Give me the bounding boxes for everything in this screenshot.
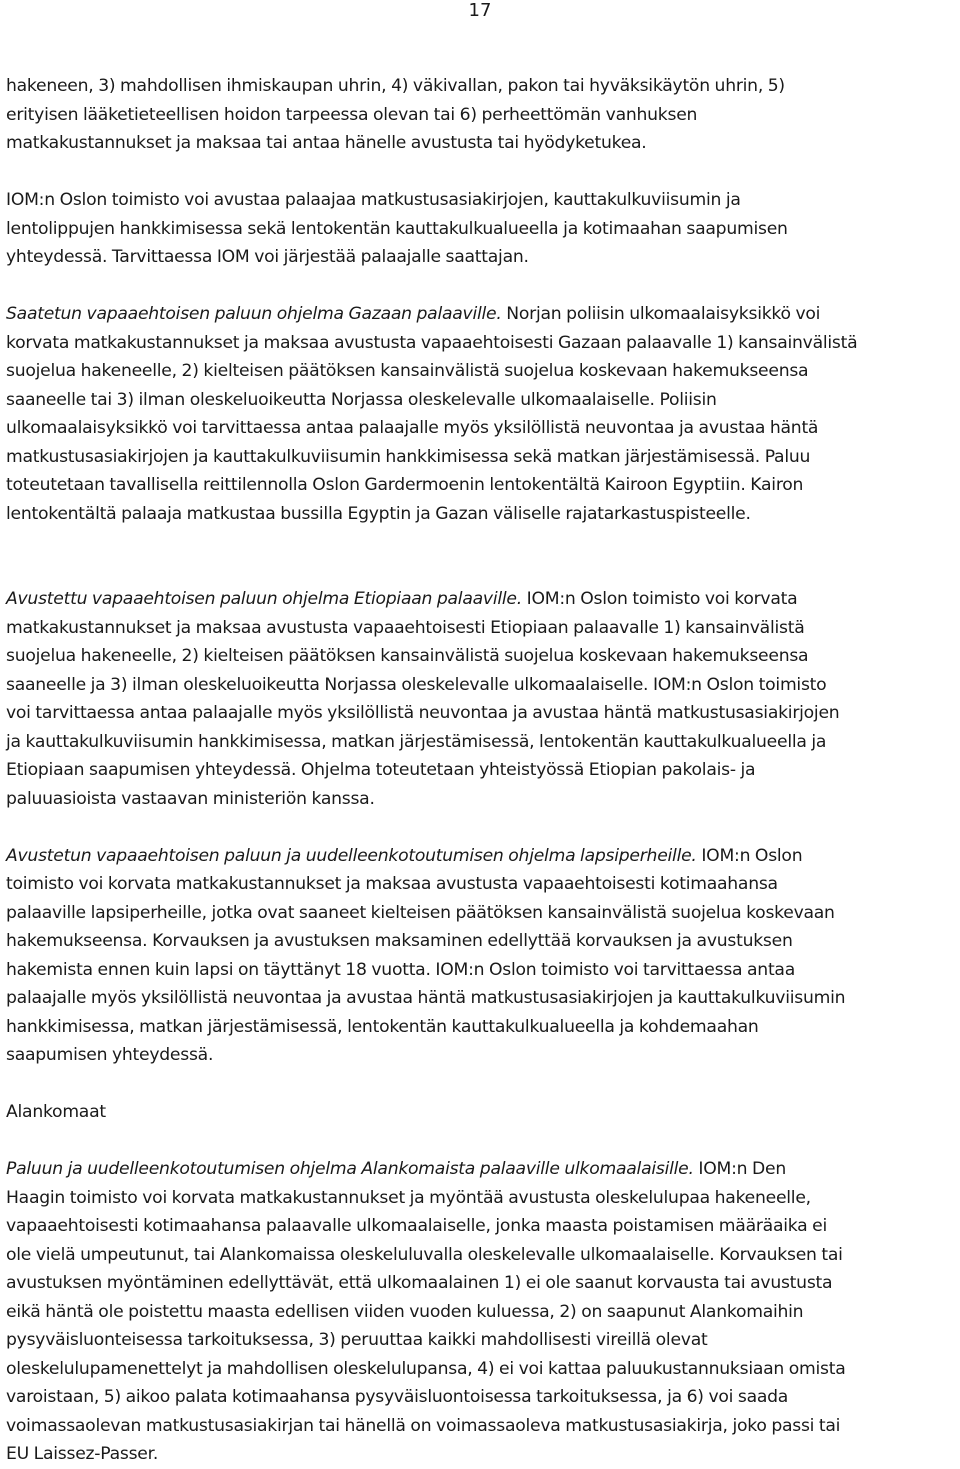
text-line [6,585,956,614]
paragraph-ethiopia [6,585,956,813]
text-line: lentokentältä palaaja matkustaa bussilla Egyptin ja Gazan väliselle rajatarkastuspisteelle. [6,503,751,524]
text-line: toimisto voi korvata matkakustannukset ja maksaa avustusta vapaaehtoisesti kotimaahansa [6,874,778,894]
text-line: ja kauttakulkuviisumin hankkimisessa, matkan järjestämisessä, lentokentän kauttakulkualueella ja [6,731,827,752]
text-line: pysyväisluonteisessa tarkoituksessa, 3) peruuttaa kaikki mahdollisesti vireillä olevat [6,1330,708,1350]
paragraph-families [6,842,956,1070]
paragraph [6,186,956,272]
document-body [6,72,956,1469]
text-line [6,842,956,871]
text-line: saapumisen yhteydessä. [6,1045,214,1065]
text-line: IOM:n Oslon toimisto voi avustaa palaajaa matkustusasiakirjojen, kauttakulkuviisumin ja [6,190,741,210]
text-line: Haagin toimisto voi korvata matkakustannukset ja myöntää avustusta oleskelulupaa hakeneelle, [6,1187,811,1208]
paragraph-netherlands [6,1155,956,1469]
section-heading: Paluun ja uudelleenkotoutumisen ohjelma Alankomaista palaaville ulkomaalaisille. [6,1159,694,1179]
spacer [6,528,956,585]
text-line: avustuksen myöntäminen edellyttävät, että ulkomaalainen 1) ei ole saanut korvausta tai avustusta [6,1273,833,1293]
text-line: suojelua hakeneelle, 2) kielteisen päätöksen kansainvälistä suojelua koskevaan hakemukseensa [6,361,809,381]
text-line: oleskelulupamenettelyt ja mahdollisen oleskelulupansa, 4) ei voi kattaa paluukustannuksiaan omista [6,1358,846,1379]
paragraph-gaza [6,300,956,528]
section-heading: Saatetun vapaaehtoisen paluun ohjelma Gazaan palaaville. [6,304,502,324]
text-line: palaaville lapsiperheille, jotka ovat saaneet kielteisen päätöksen kansainvälistä suojelua koskevaan [6,902,835,923]
text-line: Etiopiaan saapumisen yhteydessä. Ohjelma toteutetaan yhteistyössä Etiopian pakolais- ja [6,760,756,780]
text-line: ole vielä umpeutunut, tai Alankomaissa oleskeluluvalla oleskelevalle ulkomaalaiselle. Korvauksen tai [6,1244,843,1265]
text-line: varoistaan, 5) aikoo palata kotimaahansa pysyväisluontoisessa tarkoituksessa, ja 6) voi saada [6,1387,789,1407]
text-run: IOM:n Den [693,1159,786,1179]
text-run: IOM:n Oslon [696,845,803,866]
country-heading [6,1098,956,1127]
text-line: paluuasioista vastaavan ministeriön kanssa. [6,788,375,809]
text-line: eikä häntä ole poistettu maasta edellisen viiden vuoden kuluessa, 2) on saapunut Alankomaihin [6,1301,804,1322]
text-line [6,300,956,329]
text-line: EU Laissez-Passer. [6,1444,159,1464]
text-line: korvata matkakustannukset ja maksaa avustusta vapaaehtoisesti Gazaan palaavalle 1) kansainvälistä [6,332,858,353]
text-line: vapaaehtoisesti kotimaahansa palaavalle ulkomaalaiselle, jonka maasta poistamisen määräaika ei [6,1216,828,1236]
text-line: voi tarvittaessa antaa palaajalle myös yksilöllistä neuvontaa ja avustaa häntä matkustusasiakirjojen [6,703,840,723]
text-line: erityisen lääketieteellisen hoidon tarpeessa olevan tai 6) perheettömän vanhuksen [6,104,698,125]
text-line [6,1155,956,1184]
section-heading: Avustettu vapaaehtoisen paluun ohjelma Etiopiaan palaaville. [6,589,522,609]
text-line: matkakustannukset ja maksaa avustusta vapaaehtoisesti Etiopiaan palaavalle 1) kansainvälistä [6,617,805,638]
text-line: suojelua hakeneelle, 2) kielteisen päätöksen kansainvälistä suojelua koskevaan hakemukseensa [6,646,809,666]
text-line: lentolippujen hankkimisessa sekä lentokentän kauttakulkualueella ja kotimaahan saapumisen [6,218,788,239]
text-line: matkakustannukset ja maksaa tai antaa hänelle avustusta tai hyödyketukea. [6,133,647,153]
text-line: voimassaolevan matkustusasiakirjan tai hänellä on voimassaoleva matkustusasiakirja, joko passi tai [6,1415,841,1436]
text-line: toteutetaan tavallisella reittilennolla Oslon Gardermoenin lentokentältä Kairoon Egyptiin. Kairon [6,475,804,495]
text-line: matkustusasiakirjojen ja kauttakulkuviisumin hankkimisessa sekä matkan järjestämisessä. Paluu [6,446,811,467]
text-line: ulkomaalaisyksikkö voi tarvittaessa antaa palaajalle myös yksilöllistä neuvontaa ja avustaa häntä [6,418,819,438]
text-line: yhteydessä. Tarvittaessa IOM voi järjestää palaajalle saattajan. [6,247,529,267]
text-run: IOM:n Oslon toimisto voi korvata [521,589,798,609]
page-number: 17 [468,0,492,21]
text-line: hankkimisessa, matkan järjestämisessä, lentokentän kauttakulkualueella ja kohdemaahan [6,1016,759,1037]
section-heading: Avustetun vapaaehtoisen paluun ja uudelleenkotoutumisen ohjelma lapsiperheille. [6,845,697,866]
text-line: saaneelle ja 3) ilman oleskeluoikeutta Norjassa oleskelevalle ulkomaalaiselle. IOM:n Oslon toimisto [6,674,827,695]
text-line: hakeneen, 3) mahdollisen ihmiskaupan uhrin, 4) väkivallan, pakon tai hyväksikäytön uhrin, 5) [6,76,785,96]
text-run: Norjan poliisin ulkomaalaisyksikkö voi [501,304,821,324]
text-line: hakemista ennen kuin lapsi on täyttänyt 18 vuotta. IOM:n Oslon toimisto voi tarvittaessa antaa [6,959,795,980]
text-line: hakemukseensa. Korvauksen ja avustuksen maksaminen edellyttää korvauksen ja avustuksen [6,931,793,951]
text-line: Alankomaat [6,1102,106,1122]
paragraph [6,72,956,158]
text-line: saaneelle tai 3) ilman oleskeluoikeutta Norjassa oleskelevalle ulkomaalaiselle. Poliisin [6,389,717,410]
text-line: palaajalle myös yksilöllistä neuvontaa ja avustaa häntä matkustusasiakirjojen ja kauttakulkuviisumin [6,988,846,1008]
